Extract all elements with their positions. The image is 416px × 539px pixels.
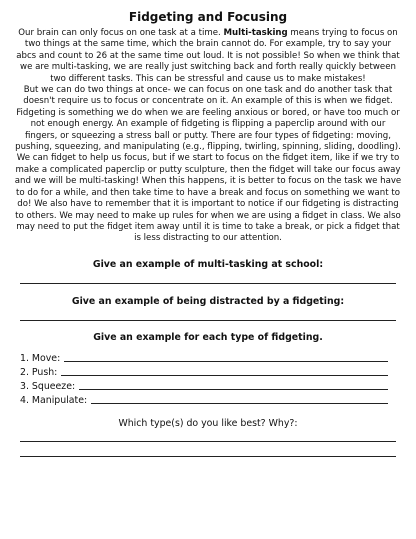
answer-line-manipulate[interactable] (91, 403, 388, 404)
type-label-squeeze: 3. Squeeze: (20, 380, 76, 392)
type-row-squeeze (20, 378, 402, 392)
question-distracted: Give an example of being distracted by a fidgeting: (71, 295, 345, 307)
answer-line-move[interactable] (64, 361, 388, 362)
type-label-push: 2. Push: (20, 366, 58, 378)
question-fidget-types: Give an example for each type of fidgeting. (93, 331, 323, 343)
answer-line-squeeze[interactable] (79, 389, 388, 390)
answer-line-push[interactable] (61, 375, 388, 376)
page-title: Fidgeting and Focusing (128, 10, 288, 24)
question-favorite-type: Which type(s) do you like best? Why?: (118, 417, 298, 429)
type-row-manipulate (20, 392, 402, 406)
type-row-push (20, 364, 402, 378)
question-multitasking: Give an example of multi-tasking at school: (92, 258, 324, 270)
answer-line-favorite-2[interactable] (20, 456, 396, 457)
type-label-manipulate: 4. Manipulate: (20, 394, 88, 406)
para1-text-start: Our brain can only focus on one task at a time. (18, 28, 224, 38)
para1-text-end: means trying to focus on two things at the same time, which the brain cannot do. For example, try to say your abcs and count to 26 at the same time out loud. It is not possible! So when we think that we are multi-tasking, we are really just switching back and forth really quickly between two different tasks. This can be stressful and cause us to make mistakes! (16, 28, 400, 84)
paragraph-fidgeting: But we can do two things at once- we can focus on one task and do another task that doesn't require us to focus or concentrate on it. An example of this is when we fidget. Fidgeting is something we do when we are feeling anxious or bored, or have too much or not enough energy. An example of fidgeting is flipping a paperclip around with our fingers, or squeezing a stress ball or putty. There are four types of fidgeting: moving, pushing, squeezing, and manipulating (e.g., flipping, twirling, spinning, sliding, doodling). (15, 85, 401, 153)
paragraph-multitasking (14, 28, 402, 85)
type-row-move (20, 350, 402, 364)
paragraph-focus: We can fidget to help us focus, but if we start to focus on the fidget item, like if we try to make a complicated paperclip or putty sculpture, then the fidget will take our focus away and we will be multi-tasking! When this happens, it is better to focus on the task we have to do for a while, and then take time to have a break and focus on something we want to do! We also have to remember that it is important to notice if our fidgeting is distracting to others. We may need to make up rules for when we are using a fidget in class. We also may need to put the fidget item away until it is time to take a break, or pick a fidget that is less distracting to our attention. (14, 153, 402, 244)
multitasking-term: Multi-tasking (223, 28, 288, 38)
fidget-type-list (20, 350, 402, 406)
type-label-move: 1. Move: (20, 352, 61, 364)
